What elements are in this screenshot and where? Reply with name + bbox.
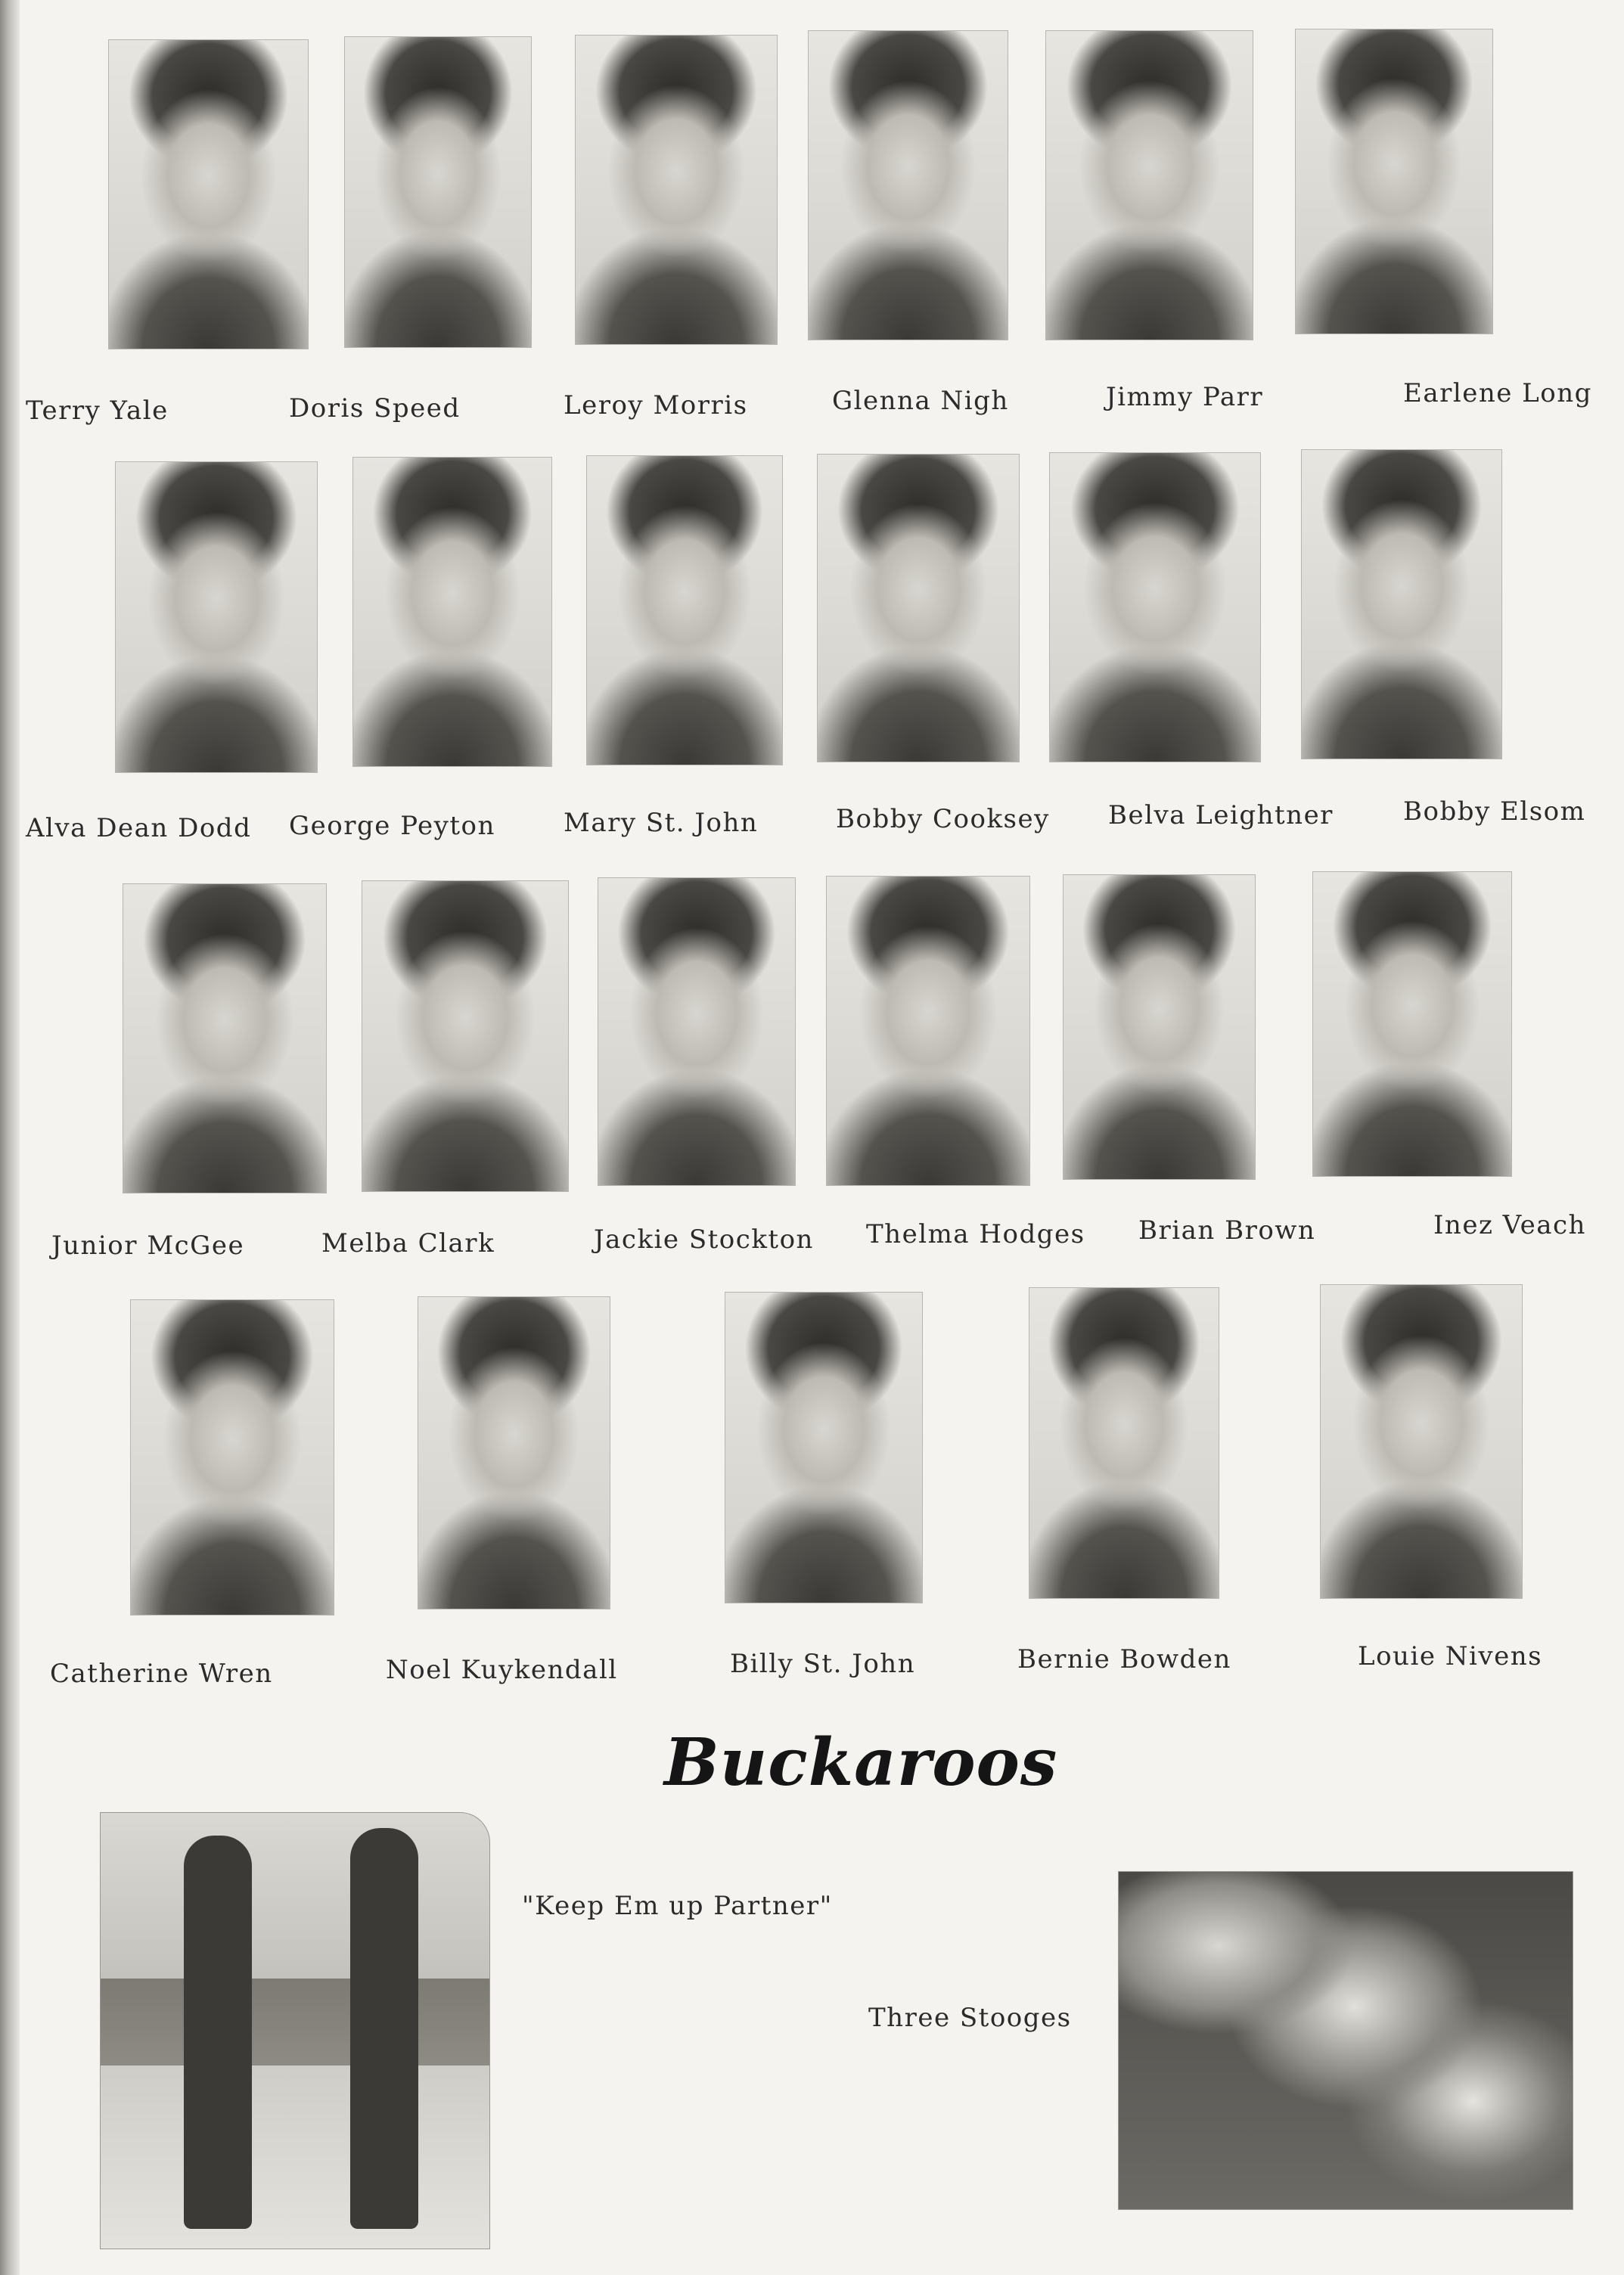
candid-photo-cowboys xyxy=(100,1812,490,2249)
student-name: Inez Veach xyxy=(1433,1210,1586,1240)
student-name: Brian Brown xyxy=(1138,1215,1316,1246)
portrait-photo xyxy=(1295,29,1493,334)
student-name: Billy St. John xyxy=(730,1649,916,1679)
student-name: Junior McGee xyxy=(51,1231,245,1261)
student-name: Noel Kuykendall xyxy=(386,1655,618,1685)
portrait-photo xyxy=(725,1292,923,1603)
portrait-photo xyxy=(808,30,1008,340)
student-name: Mary St. John xyxy=(564,808,759,838)
portrait-photo xyxy=(130,1299,334,1615)
portrait-photo xyxy=(575,35,778,345)
caption-three-stooges: Three Stooges xyxy=(868,2003,1072,2033)
portrait-photo xyxy=(115,461,318,773)
portrait-photo xyxy=(352,457,552,767)
portrait-photo xyxy=(362,880,569,1192)
student-name: Earlene Long xyxy=(1403,378,1592,408)
portrait-photo xyxy=(123,883,327,1193)
figure-left xyxy=(184,1836,252,2229)
section-title: Buckaroos xyxy=(664,1724,1058,1801)
book-spine-shadow xyxy=(0,0,20,2275)
portrait-photo xyxy=(1312,871,1512,1177)
student-name: Belva Leightner xyxy=(1108,800,1334,830)
student-name: Catherine Wren xyxy=(50,1659,273,1689)
student-name: Bobby Cooksey xyxy=(836,804,1050,834)
student-name: George Peyton xyxy=(289,811,495,841)
student-name: Jimmy Parr xyxy=(1106,382,1264,412)
student-name: Melba Clark xyxy=(321,1228,495,1259)
portrait-photo xyxy=(1045,30,1253,340)
student-name: Terry Yale xyxy=(26,396,169,426)
figure-right xyxy=(350,1828,418,2229)
student-name: Leroy Morris xyxy=(564,390,748,421)
portrait-photo xyxy=(586,455,783,765)
portrait-photo xyxy=(1063,874,1256,1180)
portrait-photo xyxy=(108,39,309,349)
caption-keep-em-up: "Keep Em up Partner" xyxy=(522,1891,833,1921)
portrait-photo xyxy=(1301,449,1502,759)
student-name: Jackie Stockton xyxy=(594,1224,814,1255)
student-name: Alva Dean Dodd xyxy=(26,813,252,843)
portrait-photo xyxy=(418,1296,610,1609)
student-name: Bernie Bowden xyxy=(1017,1644,1231,1674)
student-name: Glenna Nigh xyxy=(832,386,1009,416)
student-name: Louie Nivens xyxy=(1358,1641,1543,1671)
student-name: Thelma Hodges xyxy=(866,1219,1085,1249)
candid-photo-three-girls xyxy=(1118,1871,1573,2210)
student-name: Doris Speed xyxy=(289,393,461,424)
student-name: Bobby Elsom xyxy=(1403,796,1586,827)
portrait-photo xyxy=(826,876,1030,1186)
portrait-photo xyxy=(598,877,796,1186)
portrait-photo xyxy=(1320,1284,1523,1599)
portrait-photo xyxy=(817,454,1020,762)
portrait-photo xyxy=(1049,452,1261,762)
portrait-photo xyxy=(344,36,532,348)
portrait-photo xyxy=(1029,1287,1219,1599)
